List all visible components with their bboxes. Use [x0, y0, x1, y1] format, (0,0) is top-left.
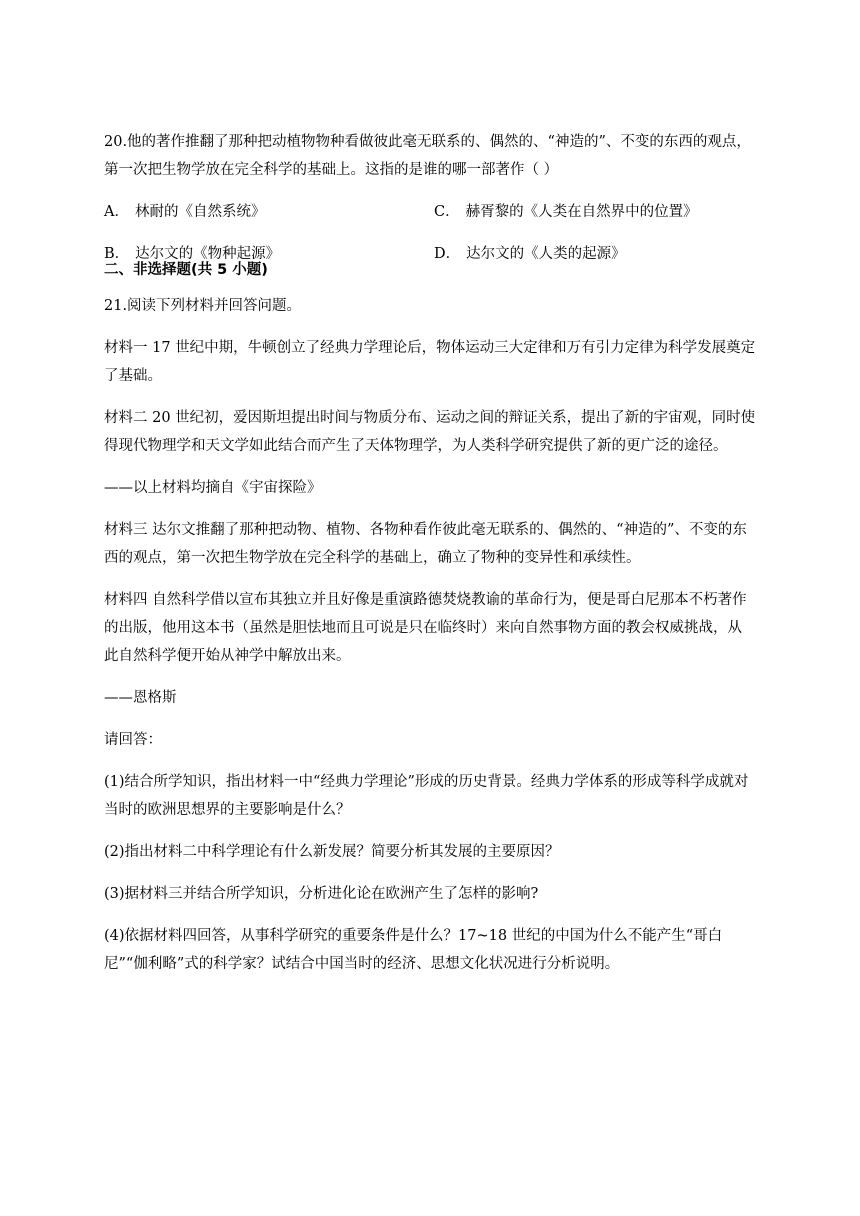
- material-4: 材料四 自然科学借以宣布其独立并且好像是重演路德焚烧教谕的革命行为，便是哥白尼那本不朽著作的出版，他用这本书（虽然是胆怯地而且可说是只在临终时）来向自然事物方面的教会权威挑战，从此自然科学便开始从神学中解放出来。: [104, 592, 747, 664]
- option-d-text: 达尔文的《人类的起源》: [466, 246, 626, 262]
- material-3: 材料三 达尔文推翻了那种把动物、植物、各物种看作彼此毫无联系的、偶然的、“神造的”、不变的东西的观点，第一次把生物学放在完全科学的基础上，确立了物种的变异性和承续性。: [104, 522, 747, 566]
- option-c-letter: C．: [434, 204, 460, 220]
- option-c: [434, 198, 756, 226]
- question-20-stem: 20.他的著作推翻了那种把动植物物种看做彼此毫无联系的、偶然的、“神造的”、不变的东西的观点，第一次把生物学放在完全科学的基础上。这指的是谁的哪一部著作（ ）: [104, 134, 751, 178]
- option-d: [434, 240, 756, 268]
- page-content: [104, 128, 756, 992]
- sub-question-1: (1)结合所学知识，指出材料一中“经典力学理论”形成的历史背景。经典力学体系的形成等科学成就对当时的欧洲思想界的主要影响是什么？: [104, 774, 749, 818]
- question-21-intro: 21.阅读下列材料并回答问题。: [104, 298, 302, 314]
- section-heading: 二、非选择题(共 5 小题): [104, 262, 268, 278]
- option-a: [104, 198, 434, 226]
- option-c-text: 赫胥黎的《人类在自然界中的位置》: [465, 204, 698, 220]
- option-d-letter: D．: [434, 246, 461, 262]
- option-b-letter: B．: [104, 246, 130, 262]
- material-source-1: ——以上材料均摘自《宇宙探险》: [104, 480, 322, 496]
- material-2: 材料二 20 世纪初，爱因斯坦提出时间与物质分布、运动之间的辩证关系，提出了新的宇宙观，同时使得现代物理学和天文学如此结合而产生了天体物理学，为人类科学研究提供了新的更广泛的途径。: [104, 410, 756, 454]
- option-b-text: 达尔文的《物种起源》: [135, 246, 281, 262]
- sub-question-2: (2)指出材料二中科学理论有什么新发展？简要分析其发展的主要原因？: [104, 844, 560, 860]
- sub-question-3: (3)据材料三并结合所学知识，分析进化论在欧洲产生了怎样的影响?: [104, 886, 539, 902]
- answer-prompt: 请回答：: [104, 732, 162, 748]
- material-1: 材料一 17 世纪中期，牛顿创立了经典力学理论后，物体运动三大定律和万有引力定律为科学发展奠定了基础。: [104, 340, 756, 384]
- question-20-options: [104, 198, 756, 268]
- material-source-2: ——恩格斯: [104, 690, 177, 706]
- option-a-text: 林耐的《自然系统》: [134, 204, 266, 220]
- sub-question-4: (4)依据材料四回答，从事科学研究的重要条件是什么？17~18 世纪的中国为什么不能产生“哥白尼”“伽利略”式的科学家？试结合中国当时的经济、思想文化状况进行分析说明。: [104, 928, 723, 972]
- option-a-letter: A．: [104, 204, 129, 220]
